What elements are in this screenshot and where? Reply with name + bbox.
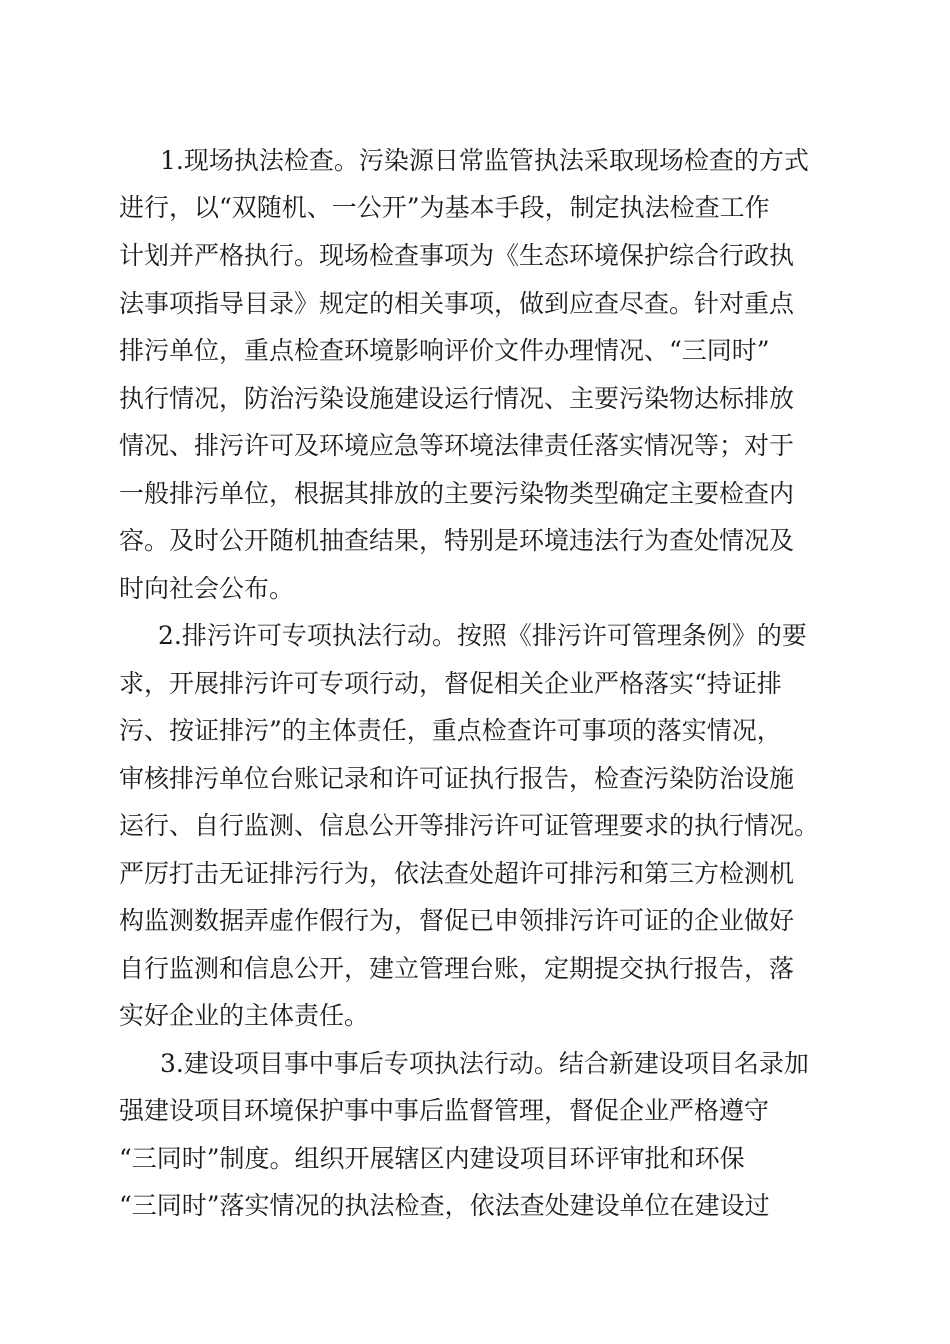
text-line: 污、按证排污”的主体责任，重点检查许可事项的落实情况， [119,716,782,745]
text-line: 求，开展排污许可专项行动，督促相关企业严格落实“持证排 [119,669,782,698]
text-line: 3.建设项目事中事后专项执法行动。结合新建设项目名录加 [160,1049,809,1078]
text-line: 排污单位，重点检查环境影响评价文件办理情况、“三同时” [119,336,770,365]
text-line: 实好企业的主体责任。 [119,1001,370,1030]
text-line: 容。及时公开随机抽查结果，特别是环境违法行为查处情况及 [119,526,795,555]
text-line: 2.排污许可专项执法行动。按照《排污许可管理条例》的要 [158,621,807,650]
text-line: 一般排污单位，根据其排放的主要污染物类型确定主要检查内 [119,479,795,508]
text-line: 执行情况，防治污染设施建设运行情况、主要污染物达标排放 [119,384,795,413]
text-line: “三同时”落实情况的执法检查，依法查处建设单位在建设过 [119,1191,770,1220]
text-line: 情况、排污许可及环境应急等环境法律责任落实情况等；对于 [119,431,795,460]
text-line: 审核排污单位台账记录和许可证执行报告，检查污染防治设施 [119,764,795,793]
text-line: 进行，以“双随机、一公开”为基本手段，制定执法检查工作 [119,193,770,222]
text-line: “三同时”制度。组织开展辖区内建设项目环评审批和环保 [119,1144,745,1173]
text-line: 严厉打击无证排污行为，依法查处超许可排污和第三方检测机 [119,859,795,888]
text-line: 运行、自行监测、信息公开等排污许可证管理要求的执行情况。 [119,811,820,840]
text-line: 自行监测和信息公开，建立管理台账，定期提交执行报告，落 [119,954,795,983]
text-line: 构监测数据弄虚作假行为，督促已申领排污许可证的企业做好 [119,906,795,935]
text-line: 计划并严格执行。现场检查事项为《生态环境保护综合行政执 [119,241,795,270]
text-line: 1.现场执法检查。污染源日常监管执法采取现场检查的方式 [160,146,809,175]
text-line: 法事项指导目录》规定的相关事项，做到应查尽查。针对重点 [119,289,795,318]
text-line: 时向社会公布。 [119,574,295,603]
text-line: 强建设项目环境保护事中事后监督管理，督促企业严格遵守 [119,1096,770,1125]
